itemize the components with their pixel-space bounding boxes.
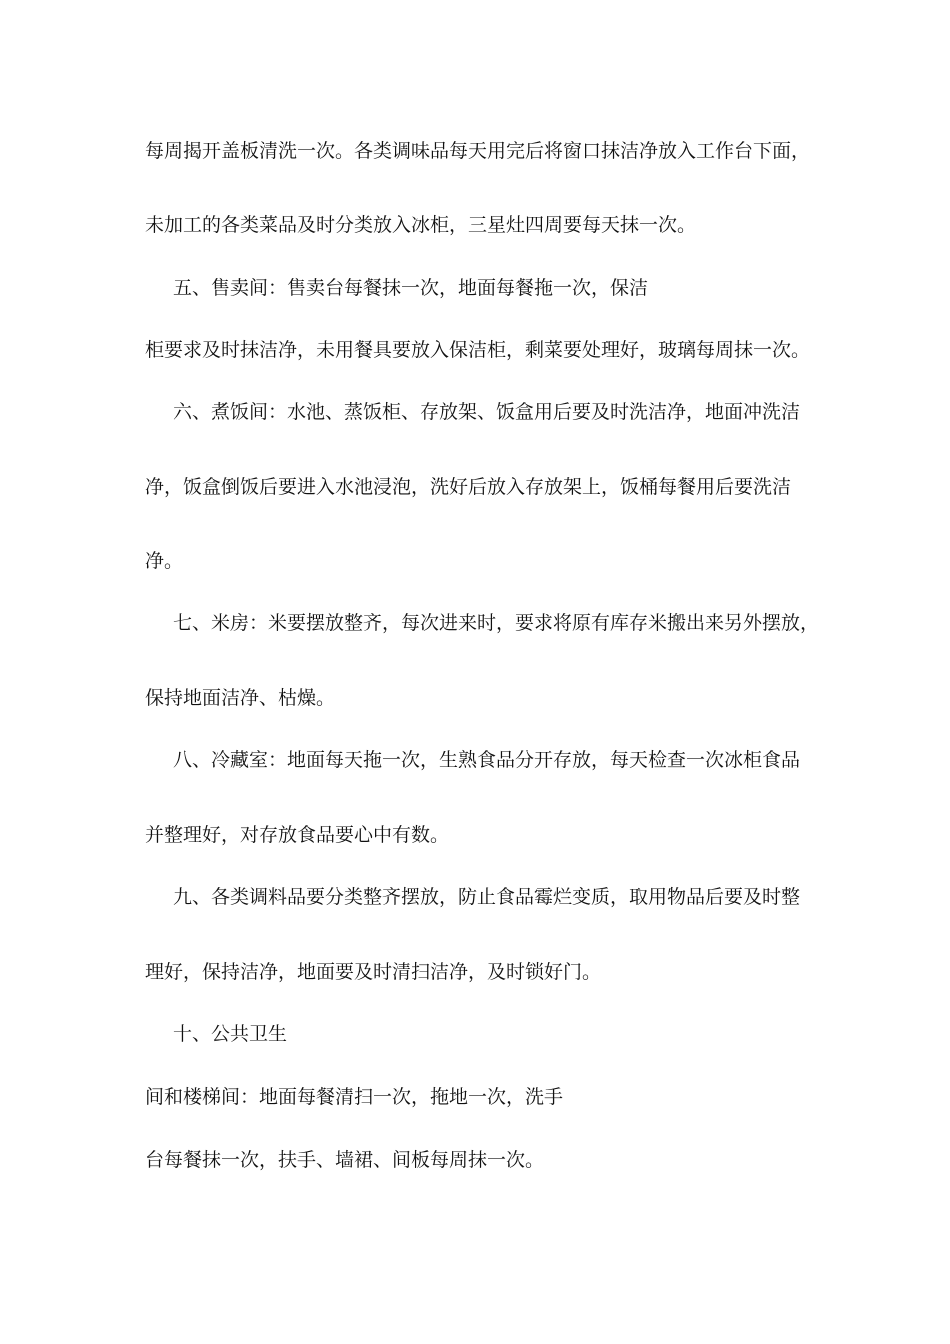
text-line: 理好，保持洁净，地面要及时清扫洁净，及时锁好门。 — [145, 961, 602, 983]
text-line: 净。 — [145, 550, 184, 572]
section-heading-line: 十、公共卫生 — [173, 1023, 288, 1045]
text-line: 间和楼梯间：地面每餐清扫一次，拖地一次，洗手 — [145, 1086, 564, 1108]
text-line: 柜要求及时抹洁净，未用餐具要放入保洁柜，剩菜要处理好，玻璃每周抹一次。 — [145, 339, 811, 361]
text-line: 净，饭盒倒饭后要进入水池浸泡，洗好后放入存放架上，饭桶每餐用后要洗洁 — [145, 476, 792, 498]
section-heading-line: 八、冷藏室：地面每天拖一次，生熟食品分开存放，每天检查一次冰柜食品 — [173, 749, 801, 771]
section-heading-line: 六、煮饭间：水池、蒸饭柜、存放架、饭盒用后要及时洗洁净，地面冲洗洁 — [173, 401, 801, 423]
text-line: 每周揭开盖板清洗一次。各类调味品每天用完后将窗口抹洁净放入工作台下面， — [145, 140, 811, 162]
text-line: 台每餐抹一次，扶手、墙裙、间板每周抹一次。 — [145, 1149, 545, 1171]
text-line: 保持地面洁净、枯燥。 — [145, 687, 336, 709]
section-heading-line: 七、米房：米要摆放整齐，每次进来时，要求将原有库存米搬出来另外摆放， — [173, 612, 820, 634]
section-heading-line: 九、各类调料品要分类整齐摆放，防止食品霉烂变质，取用物品后要及时整 — [173, 886, 801, 908]
text-line: 未加工的各类菜品及时分类放入冰柜，三星灶四周要每天抹一次。 — [145, 214, 697, 236]
text-line: 并整理好，对存放食品要心中有数。 — [145, 824, 450, 846]
section-heading-line: 五、售卖间：售卖台每餐抹一次，地面每餐拖一次，保洁 — [173, 277, 649, 299]
